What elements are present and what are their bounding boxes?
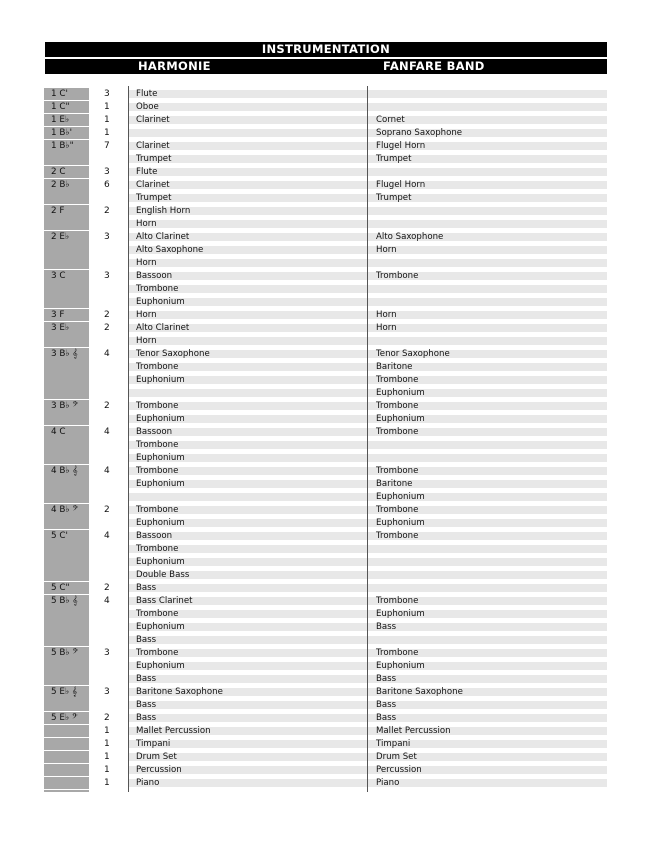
row-shade — [129, 376, 607, 384]
row-shade — [129, 779, 607, 787]
harmonie-column-header: HARMONIE — [138, 59, 211, 73]
harmonie-instrument: Trombone — [136, 440, 179, 450]
harmonie-instrument: English Horn — [136, 206, 191, 216]
harmonie-instrument: Bass — [136, 583, 157, 593]
fanfare-column-header: FANFARE BAND — [383, 59, 485, 73]
part-label: 2 C — [51, 167, 66, 177]
part-count: 3 — [104, 167, 110, 177]
harmonie-instrument: Bassoon — [136, 427, 173, 437]
fanfare-instrument: Alto Saxophone — [376, 232, 444, 242]
harmonie-instrument: Trombone — [136, 284, 179, 294]
harmonie-instrument: Alto Clarinet — [136, 323, 190, 333]
part-count: 2 — [104, 505, 110, 515]
part-label: 5 E♭ 𝄢 — [51, 713, 78, 723]
part-count: 2 — [104, 583, 110, 593]
row-shade — [129, 441, 607, 449]
instrumentation-title-bar — [45, 42, 607, 57]
harmonie-instrument: Alto Saxophone — [136, 245, 204, 255]
fanfare-instrument: Mallet Percussion — [376, 726, 451, 736]
part-count: 2 — [104, 206, 110, 216]
harmonie-instrument: Drum Set — [136, 752, 177, 762]
fanfare-instrument: Trumpet — [376, 193, 412, 203]
part-count: 1 — [104, 102, 110, 112]
fanfare-instrument: Trombone — [376, 375, 419, 385]
harmonie-instrument: Clarinet — [136, 180, 170, 190]
part-label: 2 F — [51, 206, 65, 216]
part-label: 1 B♭" — [51, 141, 74, 151]
row-shade — [129, 103, 607, 111]
fanfare-instrument: Tenor Saxophone — [376, 349, 450, 359]
harmonie-instrument: Euphonium — [136, 297, 185, 307]
row-shade — [129, 142, 607, 150]
fanfare-instrument: Flugel Horn — [376, 141, 426, 151]
harmonie-instrument: Bassoon — [136, 531, 173, 541]
fanfare-divider — [367, 86, 368, 792]
harmonie-instrument: Flute — [136, 89, 158, 99]
part-count: 4 — [104, 466, 110, 476]
fanfare-instrument: Trombone — [376, 531, 419, 541]
row-shade — [129, 610, 607, 618]
harmonie-instrument: Flute — [136, 167, 158, 177]
part-label: 5 C" — [51, 583, 70, 593]
harmonie-divider — [128, 86, 129, 792]
part-count: 4 — [104, 349, 110, 359]
row-shade — [129, 389, 607, 397]
fanfare-instrument: Cornet — [376, 115, 405, 125]
fanfare-instrument: Euphonium — [376, 518, 425, 528]
row-shade — [129, 597, 607, 605]
part-label: 4 B♭ 𝄞 — [51, 466, 78, 476]
row-shade — [129, 649, 607, 657]
part-count: 1 — [104, 115, 110, 125]
row-shade — [129, 129, 607, 137]
harmonie-instrument: Horn — [136, 258, 157, 268]
row-shade — [129, 415, 607, 423]
row-shade — [129, 402, 607, 410]
row-shade — [129, 584, 607, 592]
row-shade — [129, 493, 607, 501]
row-shade — [129, 766, 607, 774]
row-shade — [129, 272, 607, 280]
part-count: 3 — [104, 89, 110, 99]
row-shade — [129, 714, 607, 722]
row-shade — [129, 181, 607, 189]
part-label: 1 C" — [51, 102, 70, 112]
part-label: 5 E♭ 𝄞 — [51, 687, 78, 697]
row-shade — [129, 428, 607, 436]
row-shade — [129, 90, 607, 98]
row-shade — [129, 571, 607, 579]
fanfare-instrument: Euphonium — [376, 661, 425, 671]
harmonie-instrument: Oboe — [136, 102, 159, 112]
part-count: 1 — [104, 726, 110, 736]
fanfare-instrument: Bass — [376, 700, 397, 710]
part-count: 3 — [104, 648, 110, 658]
part-label: 2 B♭ — [51, 180, 70, 190]
harmonie-instrument: Trombone — [136, 648, 179, 658]
harmonie-instrument: Trombone — [136, 466, 179, 476]
harmonie-instrument: Euphonium — [136, 518, 185, 528]
harmonie-instrument: Clarinet — [136, 115, 170, 125]
harmonie-instrument: Mallet Percussion — [136, 726, 211, 736]
fanfare-instrument: Soprano Saxophone — [376, 128, 463, 138]
fanfare-instrument: Bass — [376, 622, 397, 632]
fanfare-instrument: Piano — [376, 778, 400, 788]
row-shade — [129, 259, 607, 267]
harmonie-instrument: Bass — [136, 700, 157, 710]
part-label: 2 E♭ — [51, 232, 70, 242]
row-shade — [129, 337, 607, 345]
fanfare-instrument: Trumpet — [376, 154, 412, 164]
part-label: 5 B♭ 𝄢 — [51, 648, 79, 658]
harmonie-instrument: Timpani — [136, 739, 171, 749]
part-count: 2 — [104, 713, 110, 723]
harmonie-instrument: Clarinet — [136, 141, 170, 151]
part-label: 3 F — [51, 310, 65, 320]
part-count: 1 — [104, 752, 110, 762]
fanfare-instrument: Flugel Horn — [376, 180, 426, 190]
row-shade — [129, 324, 607, 332]
row-shade — [129, 519, 607, 527]
fanfare-instrument: Bass — [376, 713, 397, 723]
fanfare-instrument: Trombone — [376, 648, 419, 658]
row-shade — [129, 454, 607, 462]
fanfare-instrument: Baritone — [376, 362, 413, 372]
part-count: 2 — [104, 401, 110, 411]
row-shade — [129, 675, 607, 683]
row-shade — [129, 506, 607, 514]
harmonie-instrument: Euphonium — [136, 453, 185, 463]
harmonie-instrument: Euphonium — [136, 479, 185, 489]
row-shade — [129, 298, 607, 306]
fanfare-instrument: Trombone — [376, 401, 419, 411]
harmonie-instrument: Piano — [136, 778, 160, 788]
fanfare-instrument: Bass — [376, 674, 397, 684]
fanfare-instrument: Horn — [376, 310, 397, 320]
harmonie-instrument: Trumpet — [136, 193, 172, 203]
row-shade — [129, 220, 607, 228]
part-count: 3 — [104, 687, 110, 697]
harmonie-instrument: Double Bass — [136, 570, 190, 580]
row-shade — [129, 545, 607, 553]
part-count: 1 — [104, 128, 110, 138]
part-count: 6 — [104, 180, 110, 190]
part-label: 4 C — [51, 427, 66, 437]
fanfare-instrument: Horn — [376, 323, 397, 333]
harmonie-instrument: Trombone — [136, 401, 179, 411]
harmonie-instrument: Euphonium — [136, 414, 185, 424]
part-count: 4 — [104, 531, 110, 541]
harmonie-instrument: Tenor Saxophone — [136, 349, 210, 359]
row-shade — [129, 194, 607, 202]
harmonie-instrument: Euphonium — [136, 622, 185, 632]
harmonie-instrument: Trumpet — [136, 154, 172, 164]
harmonie-instrument: Horn — [136, 219, 157, 229]
part-count: 1 — [104, 778, 110, 788]
part-count: 2 — [104, 310, 110, 320]
row-shade — [129, 207, 607, 215]
harmonie-instrument: Trombone — [136, 505, 179, 515]
harmonie-instrument: Bass — [136, 635, 157, 645]
harmonie-instrument: Baritone Saxophone — [136, 687, 223, 697]
instrumentation-title: INSTRUMENTATION — [261, 42, 391, 56]
harmonie-instrument: Horn — [136, 310, 157, 320]
part-label: 1 B♭' — [51, 128, 72, 138]
part-count: 3 — [104, 232, 110, 242]
row-shade — [129, 558, 607, 566]
row-shade — [129, 480, 607, 488]
row-shade — [129, 662, 607, 670]
fanfare-instrument: Trombone — [376, 466, 419, 476]
part-label: 3 E♭ — [51, 323, 70, 333]
part-count: 4 — [104, 596, 110, 606]
row-shade — [129, 363, 607, 371]
part-count: 4 — [104, 427, 110, 437]
column-header-bar — [45, 59, 607, 74]
harmonie-instrument: Bassoon — [136, 271, 173, 281]
harmonie-instrument: Bass Clarinet — [136, 596, 193, 606]
fanfare-instrument: Drum Set — [376, 752, 417, 762]
row-shade — [129, 155, 607, 163]
row-shade — [129, 532, 607, 540]
part-label: 5 B♭ 𝄞 — [51, 596, 78, 606]
fanfare-instrument: Euphonium — [376, 609, 425, 619]
row-shade — [129, 116, 607, 124]
fanfare-instrument: Timpani — [376, 739, 411, 749]
harmonie-instrument: Alto Clarinet — [136, 232, 190, 242]
fanfare-instrument: Trombone — [376, 427, 419, 437]
fanfare-instrument: Baritone Saxophone — [376, 687, 463, 697]
row-shade — [129, 311, 607, 319]
harmonie-instrument: Trombone — [136, 544, 179, 554]
part-label: 1 E♭ — [51, 115, 70, 125]
row-shade — [129, 285, 607, 293]
part-count: 7 — [104, 141, 110, 151]
harmonie-instrument: Trombone — [136, 362, 179, 372]
harmonie-instrument: Horn — [136, 336, 157, 346]
harmonie-instrument: Percussion — [136, 765, 182, 775]
fanfare-instrument: Euphonium — [376, 414, 425, 424]
part-count: 3 — [104, 271, 110, 281]
part-label: 3 B♭ 𝄞 — [51, 349, 78, 359]
row-shade — [129, 233, 607, 241]
row-shade — [129, 753, 607, 761]
part-label: 4 B♭ 𝄢 — [51, 505, 79, 515]
fanfare-instrument: Trombone — [376, 596, 419, 606]
fanfare-instrument: Baritone — [376, 479, 413, 489]
part-label: 1 C' — [51, 89, 68, 99]
part-label: 3 B♭ 𝄢 — [51, 401, 79, 411]
harmonie-instrument: Trombone — [136, 609, 179, 619]
row-shade — [129, 467, 607, 475]
row-shade — [129, 701, 607, 709]
fanfare-instrument: Euphonium — [376, 492, 425, 502]
part-label: 3 C — [51, 271, 66, 281]
harmonie-instrument: Euphonium — [136, 375, 185, 385]
row-shade — [129, 636, 607, 644]
part-count: 1 — [104, 739, 110, 749]
fanfare-instrument: Horn — [376, 245, 397, 255]
harmonie-instrument: Bass — [136, 713, 157, 723]
part-label: 5 C' — [51, 531, 68, 541]
row-shade — [129, 740, 607, 748]
row-shade — [129, 623, 607, 631]
fanfare-instrument: Trombone — [376, 271, 419, 281]
part-count: 1 — [104, 765, 110, 775]
harmonie-instrument: Bass — [136, 674, 157, 684]
harmonie-instrument: Euphonium — [136, 557, 185, 567]
harmonie-instrument: Euphonium — [136, 661, 185, 671]
part-count: 2 — [104, 323, 110, 333]
fanfare-instrument: Trombone — [376, 505, 419, 515]
row-shade — [129, 168, 607, 176]
fanfare-instrument: Percussion — [376, 765, 422, 775]
fanfare-instrument: Euphonium — [376, 388, 425, 398]
